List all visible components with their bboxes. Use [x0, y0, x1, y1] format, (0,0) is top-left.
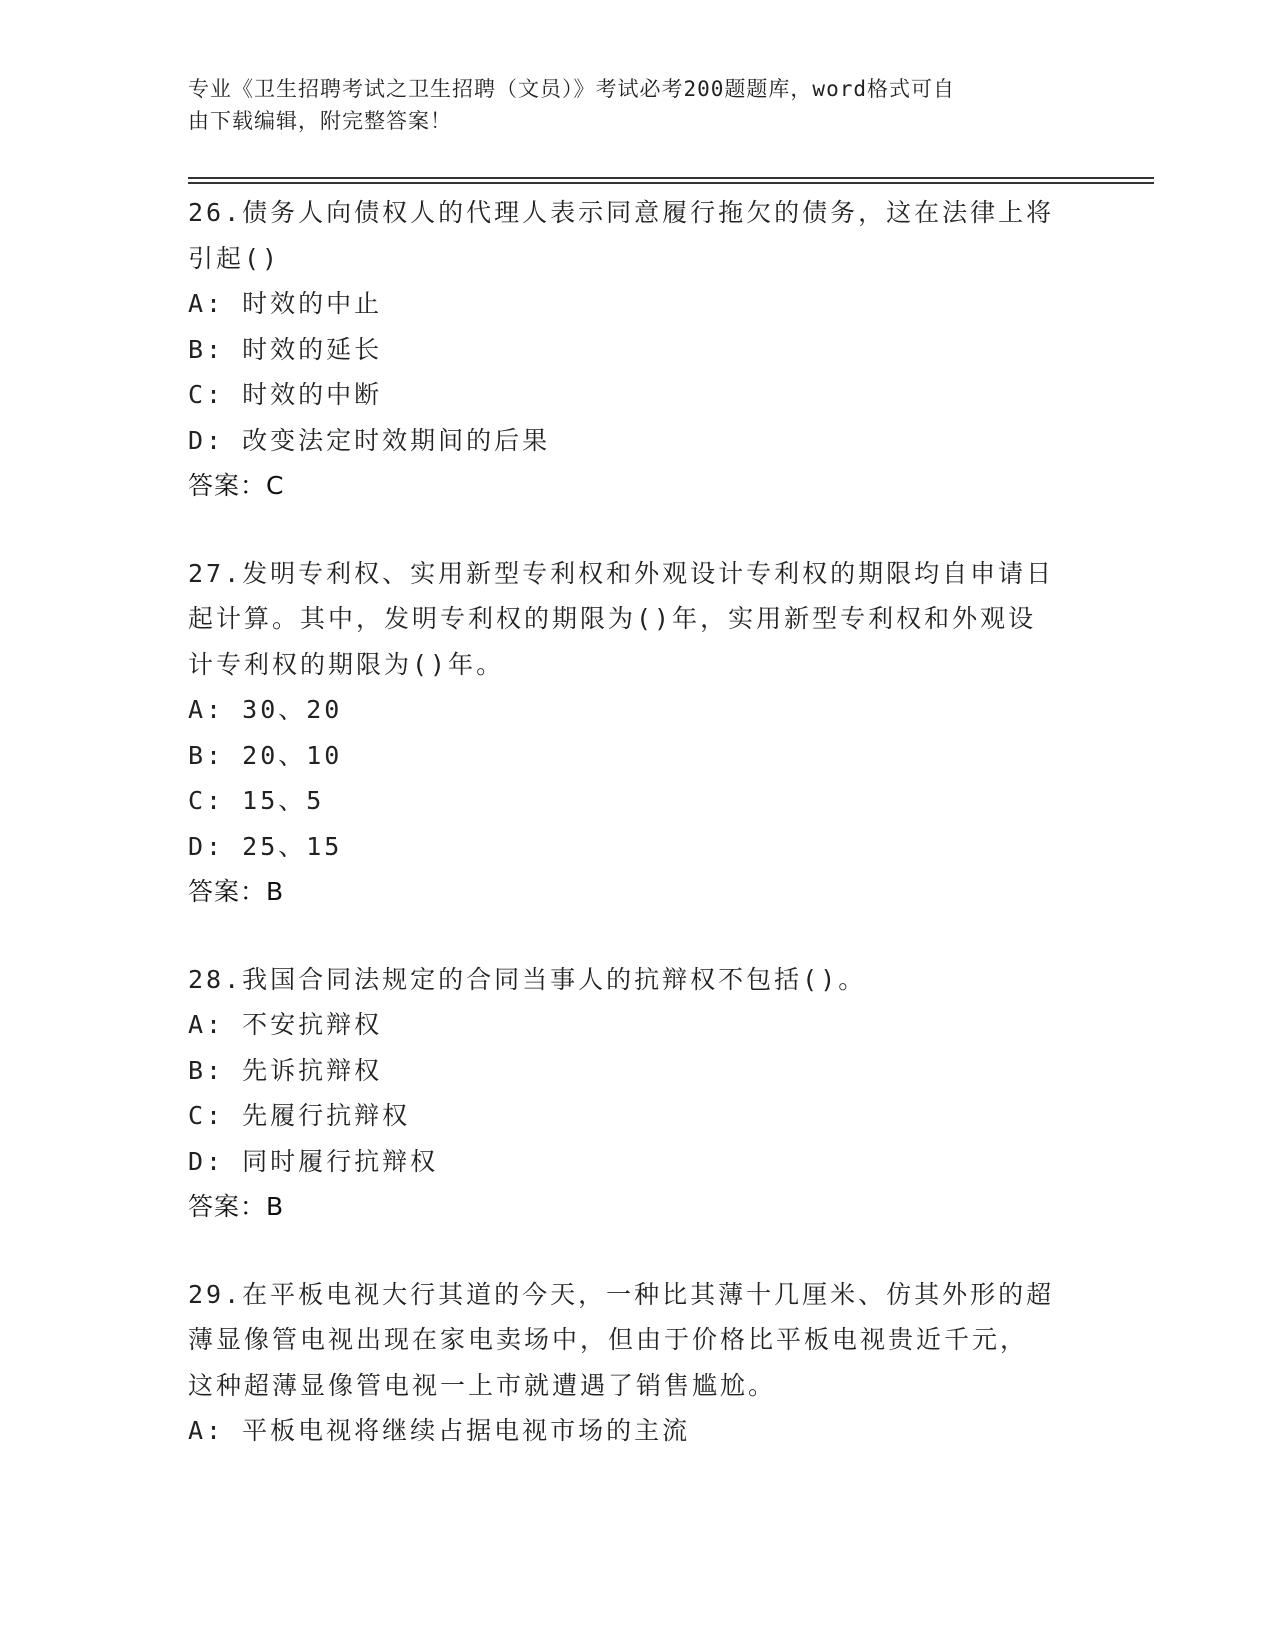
question-text-line: 26.债务人向债权人的代理人表示同意履行拖欠的债务，这在法律上将: [188, 198, 1055, 227]
option-c: C: 15、5: [188, 786, 325, 815]
option-d: D: 同时履行抗辩权: [188, 1146, 439, 1176]
header-line-1: 专业《卫生招聘考试之卫生招聘（文员）》考试必考200题题库，word格式可自: [188, 77, 955, 101]
answer: 答案：B: [188, 1192, 285, 1221]
header-line-2: 由下载编辑，附完整答案！: [188, 109, 452, 133]
answer: 答案：B: [188, 877, 285, 906]
option-c: C: 时效的中断: [188, 380, 383, 409]
option-d: D: 25、15: [188, 831, 343, 861]
question-27: [188, 551, 1088, 915]
option-b: B: 20、10: [188, 740, 343, 770]
option-b: B: 先诉抗辩权: [188, 1055, 383, 1085]
question-text-line: 29.在平板电视大行其道的今天，一种比其薄十几厘米、仿其外形的超: [188, 1279, 1055, 1309]
question-text-line: 起计算。其中，发明专利权的期限为()年，实用新型专利权和外观设: [188, 604, 1037, 633]
option-a: A: 不安抗辩权: [188, 1010, 383, 1039]
header-divider-top: [188, 177, 1154, 179]
question-text-line: 28.我国合同法规定的合同当事人的抗辩权不包括()。: [188, 964, 867, 994]
question-text-line: 27.发明专利权、实用新型专利权和外观设计专利权的期限均自申请日: [188, 558, 1055, 588]
question-29: [188, 1272, 1088, 1454]
question-text-line: 计专利权的期限为()年。: [188, 649, 505, 679]
question-text-line: 薄显像管电视出现在家电卖场中，但由于价格比平板电视贵近千元，: [188, 1325, 1029, 1354]
option-b: B: 时效的延长: [188, 334, 383, 364]
option-d: D: 改变法定时效期间的后果: [188, 425, 551, 455]
option-a: A: 平板电视将继续占据电视市场的主流: [188, 1416, 691, 1445]
question-28: [188, 957, 1088, 1230]
answer: 答案：C: [188, 471, 285, 500]
option-a: A: 30、20: [188, 695, 343, 724]
header-divider-bottom: [188, 182, 1154, 184]
question-text-line: 引起(): [188, 243, 281, 273]
document-header: [188, 73, 1068, 137]
question-26: [188, 190, 1088, 509]
option-c: C: 先履行抗辩权: [188, 1101, 411, 1130]
option-a: A: 时效的中止: [188, 289, 383, 318]
question-text-line: 这种超薄显像管电视一上市就遭遇了销售尴尬。: [188, 1370, 777, 1400]
question-list: [188, 190, 1088, 1496]
